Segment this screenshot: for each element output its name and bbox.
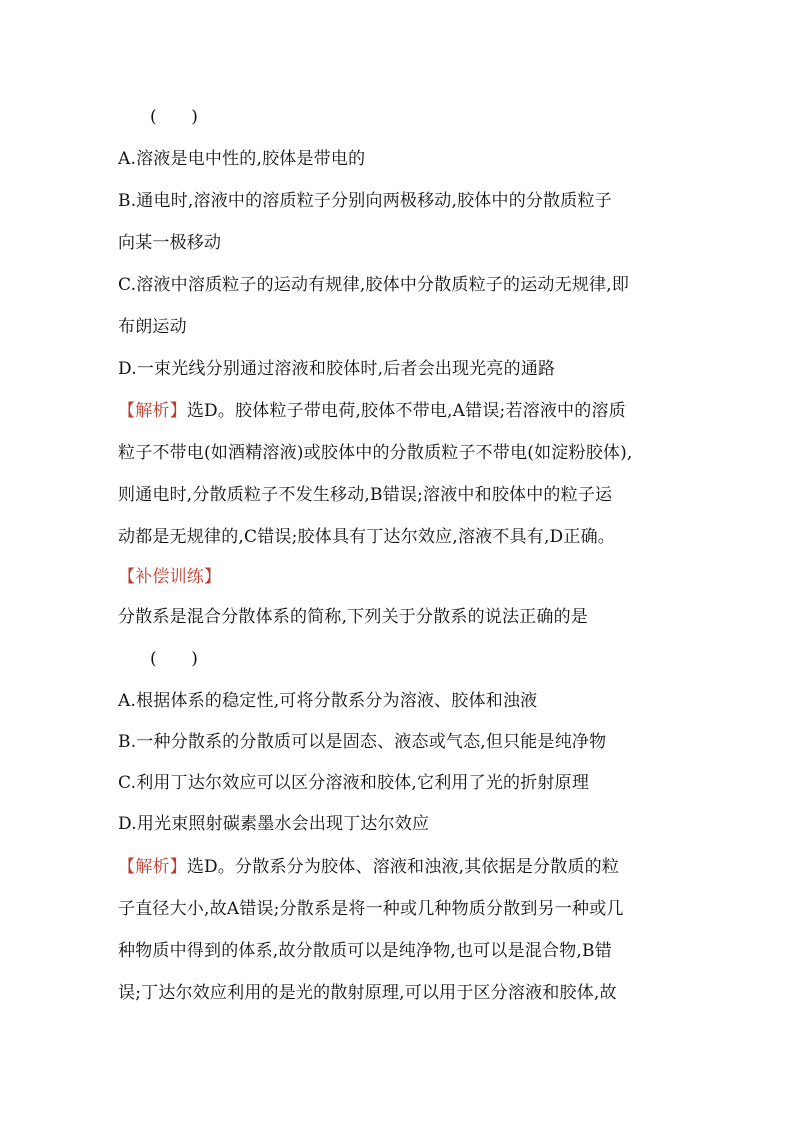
analysis-tag: 【解析】 (118, 401, 187, 421)
option-c-line-1 (118, 274, 629, 296)
option-b-line-1 (118, 190, 612, 212)
supplement-analysis-line-4: 误;丁达尔效应利用的是光的散射原理,可以用于区分溶液和胶体,故 (118, 983, 617, 1003)
option-text: 溶液中溶质粒子的运动有规律,胶体中分散质粒子的运动无规律,即 (136, 275, 630, 295)
analysis-text: 选D。分散系分为胶体、溶液和浊液,其依据是分散质的粒 (186, 857, 620, 877)
option-label: B. (118, 732, 137, 752)
analysis-line-3: 则通电时,分散质粒子不发生移动,B错误;溶液中和胶体中的粒子运 (118, 485, 613, 505)
answer-blank: ( ) (150, 649, 199, 669)
option-a (118, 148, 365, 170)
option-label: C. (118, 773, 137, 793)
supplement-analysis-line-2: 子直径大小,故A错误;分散系是将一种或几种物质分散到另一种或几 (118, 899, 624, 919)
option-label: A. (118, 691, 137, 711)
analysis-line-2: 粒子不带电(如酒精溶液)或胶体中的分散质粒子不带电(如淀粉胶体), (118, 443, 633, 463)
answer-blank: ( ) (150, 107, 199, 127)
option-text: 通电时,溶液中的溶质粒子分别向两极移动,胶体中的分散质粒子 (136, 191, 612, 211)
supplement-analysis-line-1 (118, 856, 619, 878)
option-label: B. (118, 191, 137, 211)
option-d (118, 358, 555, 380)
option-text: 一束光线分别通过溶液和胶体时,后者会出现光亮的通路 (136, 359, 556, 379)
option-label: D. (118, 814, 137, 834)
supplement-option-d (118, 813, 429, 835)
supplement-option-a (118, 690, 537, 712)
supplement-option-b (118, 731, 606, 753)
supplement-analysis-line-3: 种物质中得到的体系,故分散质可以是纯净物,也可以是混合物,B错 (118, 941, 612, 961)
option-label: A. (118, 149, 137, 169)
analysis-text: 选D。胶体粒子带电荷,胶体不带电,A错误;若溶液中的溶质 (186, 401, 626, 421)
option-b-line-2: 向某一极移动 (118, 233, 222, 253)
option-c-line-2: 布朗运动 (118, 317, 187, 337)
option-text: 一种分散系的分散质可以是固态、液态或气态,但只能是纯净物 (136, 732, 607, 752)
analysis-tag: 【解析】 (118, 857, 187, 877)
option-text: 用光束照射碳素墨水会出现丁达尔效应 (136, 814, 430, 834)
option-text: 利用丁达尔效应可以区分溶液和胶体,它利用了光的折射原理 (136, 773, 590, 793)
supplement-stem: 分散系是混合分散体系的简称,下列关于分散系的说法正确的是 (118, 607, 589, 627)
supplement-option-c (118, 772, 589, 794)
supplement-tag: 【补偿训练】 (118, 567, 222, 587)
option-text: 根据体系的稳定性,可将分散系分为溶液、胶体和浊液 (136, 691, 538, 711)
option-label: D. (118, 359, 137, 379)
option-text: 溶液是电中性的,胶体是带电的 (136, 149, 366, 169)
option-label: C. (118, 275, 137, 295)
analysis-line-4: 动都是无规律的,C错误;胶体具有丁达尔效应,溶液不具有,D正确。 (118, 527, 615, 547)
analysis-line-1 (118, 400, 626, 422)
